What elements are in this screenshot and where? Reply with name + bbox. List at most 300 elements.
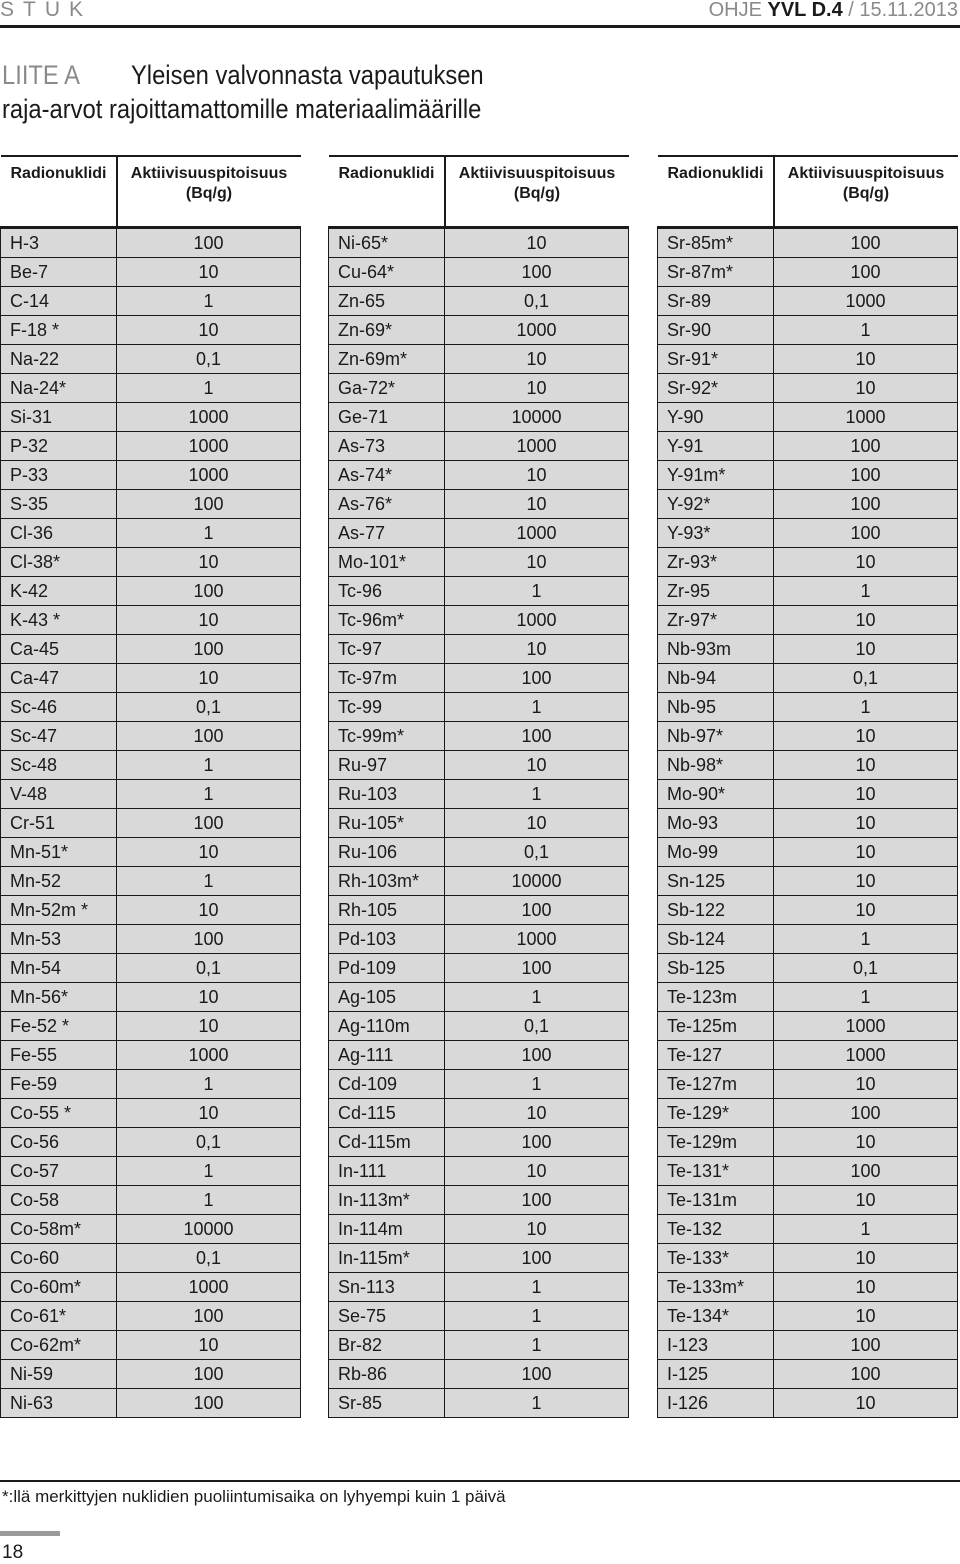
table-row — [658, 345, 958, 374]
guide-id: YVL D.4 — [767, 0, 843, 21]
activity-cell: 100 — [445, 664, 629, 693]
table-row — [1, 287, 301, 316]
activity-cell: 10 — [117, 548, 301, 577]
table-row — [329, 664, 629, 693]
activity-cell: 100 — [117, 722, 301, 751]
activity-cell: 100 — [445, 954, 629, 983]
nuclide-cell: Mo-99 — [658, 838, 774, 867]
nuclide-cell: Sb-125 — [658, 954, 774, 983]
table-row — [329, 577, 629, 606]
nuclide-cell: Mn-51* — [1, 838, 117, 867]
table-row — [1, 780, 301, 809]
table-row — [329, 1215, 629, 1244]
activity-cell: 1 — [117, 519, 301, 548]
guide-reference — [709, 0, 958, 22]
nuclide-cell: Ge-71 — [329, 403, 445, 432]
activity-cell: 1 — [117, 1070, 301, 1099]
nuclide-cell: Na-24* — [1, 374, 117, 403]
activity-cell: 1 — [774, 577, 958, 606]
activity-cell: 10 — [774, 374, 958, 403]
table-row — [329, 1302, 629, 1331]
nuclide-cell: Nb-93m — [658, 635, 774, 664]
activity-cell: 100 — [117, 577, 301, 606]
nuclide-cell: Y-92* — [658, 490, 774, 519]
nuclide-cell: Cl-38* — [1, 548, 117, 577]
nuclide-cell: As-76* — [329, 490, 445, 519]
activity-cell: 100 — [774, 461, 958, 490]
nuclide-cell: Sc-46 — [1, 693, 117, 722]
guide-date: / 15.11.2013 — [848, 0, 958, 21]
table-row — [329, 403, 629, 432]
activity-cell: 10 — [445, 1215, 629, 1244]
table-row — [1, 722, 301, 751]
nuclide-cell: Te-134* — [658, 1302, 774, 1331]
activity-cell: 100 — [445, 258, 629, 287]
activity-cell: 10 — [445, 1157, 629, 1186]
table-row — [329, 490, 629, 519]
table-row — [1, 1244, 301, 1273]
activity-cell: 1 — [117, 374, 301, 403]
table-row — [658, 1070, 958, 1099]
activity-header-line2: (Bq/g) — [185, 185, 233, 202]
nuclide-cell: Ni-65* — [329, 228, 445, 258]
table-row — [658, 432, 958, 461]
table-row — [329, 693, 629, 722]
activity-cell: 100 — [774, 1099, 958, 1128]
nuclide-cell: Mn-56* — [1, 983, 117, 1012]
activity-cell: 1 — [117, 780, 301, 809]
nuclide-cell: Te-129m — [658, 1128, 774, 1157]
activity-cell: 10 — [445, 345, 629, 374]
table-row — [658, 1157, 958, 1186]
nuclide-cell: Tc-99m* — [329, 722, 445, 751]
table-row — [1, 1186, 301, 1215]
nuclide-cell: Te-131m — [658, 1186, 774, 1215]
nuclide-cell: Sr-87m* — [658, 258, 774, 287]
activity-cell: 100 — [445, 896, 629, 925]
table-row — [329, 1360, 629, 1389]
activity-cell: 100 — [117, 1389, 301, 1418]
nuclide-cell: Ca-47 — [1, 664, 117, 693]
nuclide-cell: K-42 — [1, 577, 117, 606]
table-row — [1, 1331, 301, 1360]
activity-cell: 0,1 — [117, 345, 301, 374]
activity-cell: 10 — [774, 867, 958, 896]
nuclide-table-3 — [657, 155, 958, 1418]
nuclide-cell: Si-31 — [1, 403, 117, 432]
activity-cell: 10 — [774, 751, 958, 780]
table-row — [1, 635, 301, 664]
nuclide-cell: Ni-59 — [1, 1360, 117, 1389]
activity-cell: 100 — [774, 1331, 958, 1360]
table-row — [329, 1128, 629, 1157]
activity-cell: 10 — [445, 809, 629, 838]
nuclide-cell: Co-61* — [1, 1302, 117, 1331]
table-row — [329, 780, 629, 809]
page-number: 18 — [2, 1542, 24, 1563]
activity-cell: 1000 — [445, 432, 629, 461]
table-row — [1, 606, 301, 635]
table-row — [658, 664, 958, 693]
table-row — [658, 577, 958, 606]
nuclide-cell: Be-7 — [1, 258, 117, 287]
activity-cell: 0,1 — [445, 838, 629, 867]
table-row — [1, 374, 301, 403]
table-row — [658, 1041, 958, 1070]
activity-cell: 0,1 — [117, 1128, 301, 1157]
nuclide-cell: Cd-109 — [329, 1070, 445, 1099]
activity-cell: 100 — [117, 490, 301, 519]
nuclide-cell: Te-131* — [658, 1157, 774, 1186]
activity-cell: 1 — [774, 693, 958, 722]
nuclide-cell: Nb-98* — [658, 751, 774, 780]
activity-column-header — [774, 156, 958, 228]
activity-cell: 1000 — [445, 316, 629, 345]
activity-cell: 10 — [117, 258, 301, 287]
table-row — [329, 896, 629, 925]
nuclide-table-2 — [328, 155, 629, 1418]
activity-cell: 10 — [445, 461, 629, 490]
nuclide-cell: Tc-97 — [329, 635, 445, 664]
nuclide-cell: Tc-97m — [329, 664, 445, 693]
activity-cell: 1 — [117, 287, 301, 316]
nuclide-cell: Sr-89 — [658, 287, 774, 316]
table-row — [1, 1099, 301, 1128]
nuclide-cell: Ni-63 — [1, 1389, 117, 1418]
nuclide-cell: Co-60m* — [1, 1273, 117, 1302]
activity-cell: 100 — [774, 1360, 958, 1389]
activity-cell: 10 — [445, 228, 629, 258]
activity-cell: 0,1 — [117, 1244, 301, 1273]
table-row — [658, 606, 958, 635]
nuclide-cell: As-74* — [329, 461, 445, 490]
table-row — [1, 954, 301, 983]
activity-cell: 1000 — [774, 287, 958, 316]
table-row — [1, 577, 301, 606]
table-row — [658, 548, 958, 577]
table-row — [658, 722, 958, 751]
table-row — [1, 228, 301, 258]
nuclide-cell: Sn-125 — [658, 867, 774, 896]
activity-cell: 1000 — [445, 606, 629, 635]
table-row — [658, 287, 958, 316]
activity-cell: 100 — [445, 722, 629, 751]
nuclide-cell: Zr-95 — [658, 577, 774, 606]
table-row — [1, 983, 301, 1012]
table-row — [1, 461, 301, 490]
activity-cell: 100 — [117, 1302, 301, 1331]
nuclide-cell: Ru-106 — [329, 838, 445, 867]
activity-cell: 1 — [117, 1186, 301, 1215]
nuclide-cell: Te-133m* — [658, 1273, 774, 1302]
nuclide-cell: Mn-52m * — [1, 896, 117, 925]
activity-cell: 10 — [774, 548, 958, 577]
appendix-label: LIITE A — [2, 60, 80, 90]
table-row — [658, 316, 958, 345]
table-row — [658, 693, 958, 722]
table-row — [329, 461, 629, 490]
nuclide-cell: Sb-124 — [658, 925, 774, 954]
nuclide-cell: Fe-52 * — [1, 1012, 117, 1041]
nuclide-cell: Br-82 — [329, 1331, 445, 1360]
activity-cell: 1 — [774, 983, 958, 1012]
activity-cell: 1 — [117, 751, 301, 780]
table-row — [1, 1070, 301, 1099]
table-row — [1, 1215, 301, 1244]
table-row — [1, 751, 301, 780]
nuclide-cell: S-35 — [1, 490, 117, 519]
table-row — [329, 1070, 629, 1099]
nuclide-cell: In-113m* — [329, 1186, 445, 1215]
table-row — [329, 519, 629, 548]
nuclide-cell: Sr-85 — [329, 1389, 445, 1418]
table-row — [329, 258, 629, 287]
nuclide-cell: Te-123m — [658, 983, 774, 1012]
nuclide-cell: Y-90 — [658, 403, 774, 432]
nuclide-cell: Ag-111 — [329, 1041, 445, 1070]
nuclide-cell: Te-129* — [658, 1099, 774, 1128]
activity-cell: 0,1 — [774, 954, 958, 983]
table-row — [329, 1099, 629, 1128]
table-row — [1, 345, 301, 374]
nuclide-cell: I-125 — [658, 1360, 774, 1389]
table-row — [329, 1273, 629, 1302]
nuclide-cell: Se-75 — [329, 1302, 445, 1331]
activity-cell: 1 — [445, 1070, 629, 1099]
nuclide-cell: Sr-92* — [658, 374, 774, 403]
nuclide-cell: Ru-97 — [329, 751, 445, 780]
nuclide-cell: Sb-122 — [658, 896, 774, 925]
activity-cell: 10 — [774, 1244, 958, 1273]
table-row — [329, 548, 629, 577]
activity-cell: 10 — [445, 1099, 629, 1128]
activity-cell: 1 — [445, 693, 629, 722]
activity-cell: 10 — [445, 374, 629, 403]
activity-cell: 0,1 — [774, 664, 958, 693]
activity-cell: 1000 — [774, 1041, 958, 1070]
nuclide-cell: Tc-99 — [329, 693, 445, 722]
table-row — [658, 490, 958, 519]
activity-cell: 10 — [774, 1273, 958, 1302]
table-row — [658, 1302, 958, 1331]
table-row — [329, 228, 629, 258]
table-row — [658, 1389, 958, 1418]
table-row — [658, 1360, 958, 1389]
activity-cell: 10 — [774, 1128, 958, 1157]
activity-cell: 10 — [774, 1389, 958, 1418]
activity-cell: 10 — [117, 1099, 301, 1128]
nuclide-cell: Tc-96m* — [329, 606, 445, 635]
table-row — [1, 867, 301, 896]
nuclide-column-header: Radionuklidi — [1, 156, 117, 228]
nuclide-cell: Cd-115m — [329, 1128, 445, 1157]
activity-cell: 10 — [445, 751, 629, 780]
activity-cell: 10 — [117, 983, 301, 1012]
activity-cell: 100 — [774, 258, 958, 287]
nuclide-cell: In-114m — [329, 1215, 445, 1244]
nuclide-cell: Zn-69* — [329, 316, 445, 345]
nuclide-cell: Rh-103m* — [329, 867, 445, 896]
nuclide-cell: K-43 * — [1, 606, 117, 635]
table-row — [1, 809, 301, 838]
activity-cell: 1000 — [445, 519, 629, 548]
table-row — [329, 635, 629, 664]
table-row — [329, 606, 629, 635]
activity-cell: 1 — [774, 1215, 958, 1244]
table-row — [658, 635, 958, 664]
nuclide-cell: V-48 — [1, 780, 117, 809]
activity-column-header — [117, 156, 301, 228]
nuclide-cell: Cu-64* — [329, 258, 445, 287]
table-row — [658, 809, 958, 838]
table-row — [658, 461, 958, 490]
nuclide-cell: Mn-53 — [1, 925, 117, 954]
table-row — [658, 1244, 958, 1273]
nuclide-cell: Co-60 — [1, 1244, 117, 1273]
nuclide-cell: P-33 — [1, 461, 117, 490]
activity-cell: 10 — [774, 1186, 958, 1215]
nuclide-table-1 — [0, 155, 301, 1418]
nuclide-cell: Sc-47 — [1, 722, 117, 751]
activity-cell: 10 — [774, 1302, 958, 1331]
activity-cell: 1000 — [774, 1012, 958, 1041]
table-row — [329, 722, 629, 751]
activity-cell: 1 — [445, 983, 629, 1012]
nuclide-cell: C-14 — [1, 287, 117, 316]
nuclide-cell: Sn-113 — [329, 1273, 445, 1302]
nuclide-cell: F-18 * — [1, 316, 117, 345]
activity-cell: 1 — [445, 577, 629, 606]
nuclide-cell: Co-58 — [1, 1186, 117, 1215]
nuclide-cell: Co-57 — [1, 1157, 117, 1186]
table-row — [1, 693, 301, 722]
activity-cell: 1 — [774, 316, 958, 345]
table-row — [1, 432, 301, 461]
table-row — [1, 1128, 301, 1157]
activity-cell: 1000 — [117, 432, 301, 461]
activity-cell: 100 — [117, 1360, 301, 1389]
activity-cell: 1000 — [117, 461, 301, 490]
nuclide-cell: Ru-105* — [329, 809, 445, 838]
table-row — [1, 1157, 301, 1186]
table-row — [658, 228, 958, 258]
nuclide-cell: Cr-51 — [1, 809, 117, 838]
activity-cell: 10 — [445, 635, 629, 664]
table-row — [329, 316, 629, 345]
nuclide-column-header: Radionuklidi — [329, 156, 445, 228]
table-row — [1, 925, 301, 954]
activity-cell: 10 — [117, 606, 301, 635]
activity-cell: 10 — [117, 896, 301, 925]
activity-header-line1: Aktiivisuuspitoisuus — [787, 165, 945, 182]
table-row — [1, 1012, 301, 1041]
table-row — [658, 1273, 958, 1302]
table-row — [329, 867, 629, 896]
activity-cell: 100 — [117, 228, 301, 258]
activity-cell: 10 — [774, 809, 958, 838]
nuclide-cell: Zn-65 — [329, 287, 445, 316]
nuclide-cell: Sc-48 — [1, 751, 117, 780]
nuclide-cell: Ag-105 — [329, 983, 445, 1012]
guide-prefix: OHJE — [708, 0, 762, 21]
activity-cell: 10 — [774, 722, 958, 751]
activity-cell: 0,1 — [117, 693, 301, 722]
nuclide-cell: Co-56 — [1, 1128, 117, 1157]
footnote: *:llä merkittyjen nuklidien puoliintumisaika on lyhyempi kuin 1 päivä — [2, 1487, 506, 1506]
table-row — [658, 925, 958, 954]
table-row — [1, 258, 301, 287]
activity-cell: 10 — [774, 1070, 958, 1099]
table-row — [1, 1302, 301, 1331]
nuclide-cell: Y-91 — [658, 432, 774, 461]
table-row — [1, 316, 301, 345]
table-row — [329, 954, 629, 983]
table-row — [329, 345, 629, 374]
nuclide-cell: Zr-93* — [658, 548, 774, 577]
activity-cell: 100 — [117, 925, 301, 954]
activity-cell: 100 — [774, 228, 958, 258]
table-row — [329, 983, 629, 1012]
table-row — [329, 374, 629, 403]
table-row — [658, 751, 958, 780]
activity-cell: 0,1 — [117, 954, 301, 983]
activity-cell: 10000 — [445, 403, 629, 432]
activity-cell: 0,1 — [445, 287, 629, 316]
nuclide-cell: Co-58m* — [1, 1215, 117, 1244]
table-row — [329, 1331, 629, 1360]
table-row — [658, 1215, 958, 1244]
nuclide-cell: Te-133* — [658, 1244, 774, 1273]
nuclide-cell: Fe-55 — [1, 1041, 117, 1070]
table-row — [1, 548, 301, 577]
nuclide-cell: P-32 — [1, 432, 117, 461]
table-row — [1, 1389, 301, 1418]
activity-cell: 10 — [774, 345, 958, 374]
nuclide-cell: Cd-115 — [329, 1099, 445, 1128]
activity-cell: 10 — [774, 896, 958, 925]
nuclide-cell: Mn-54 — [1, 954, 117, 983]
table-row — [1, 490, 301, 519]
activity-cell: 1000 — [445, 925, 629, 954]
table-row — [1, 519, 301, 548]
activity-cell: 1 — [445, 1302, 629, 1331]
nuclide-cell: Nb-94 — [658, 664, 774, 693]
table-row — [658, 838, 958, 867]
table-row — [1, 1041, 301, 1070]
nuclide-cell: Te-127m — [658, 1070, 774, 1099]
nuclide-cell: Co-62m* — [1, 1331, 117, 1360]
table-row — [329, 1186, 629, 1215]
table-row — [658, 1128, 958, 1157]
title-line-1: Yleisen valvonnasta vapautuksen — [130, 60, 484, 90]
table-row — [658, 1012, 958, 1041]
table-row — [658, 1186, 958, 1215]
nuclide-cell: Ag-110m — [329, 1012, 445, 1041]
activity-cell: 10 — [774, 635, 958, 664]
activity-cell: 10 — [117, 664, 301, 693]
activity-cell: 10 — [445, 490, 629, 519]
table-row — [329, 838, 629, 867]
nuclide-cell: Te-132 — [658, 1215, 774, 1244]
table-row — [329, 809, 629, 838]
nuclide-cell: Te-127 — [658, 1041, 774, 1070]
table-row — [658, 867, 958, 896]
nuclide-cell: Mo-93 — [658, 809, 774, 838]
nuclide-cell: Zr-97* — [658, 606, 774, 635]
activity-cell: 10000 — [117, 1215, 301, 1244]
table-row — [329, 1041, 629, 1070]
activity-cell: 1000 — [774, 403, 958, 432]
